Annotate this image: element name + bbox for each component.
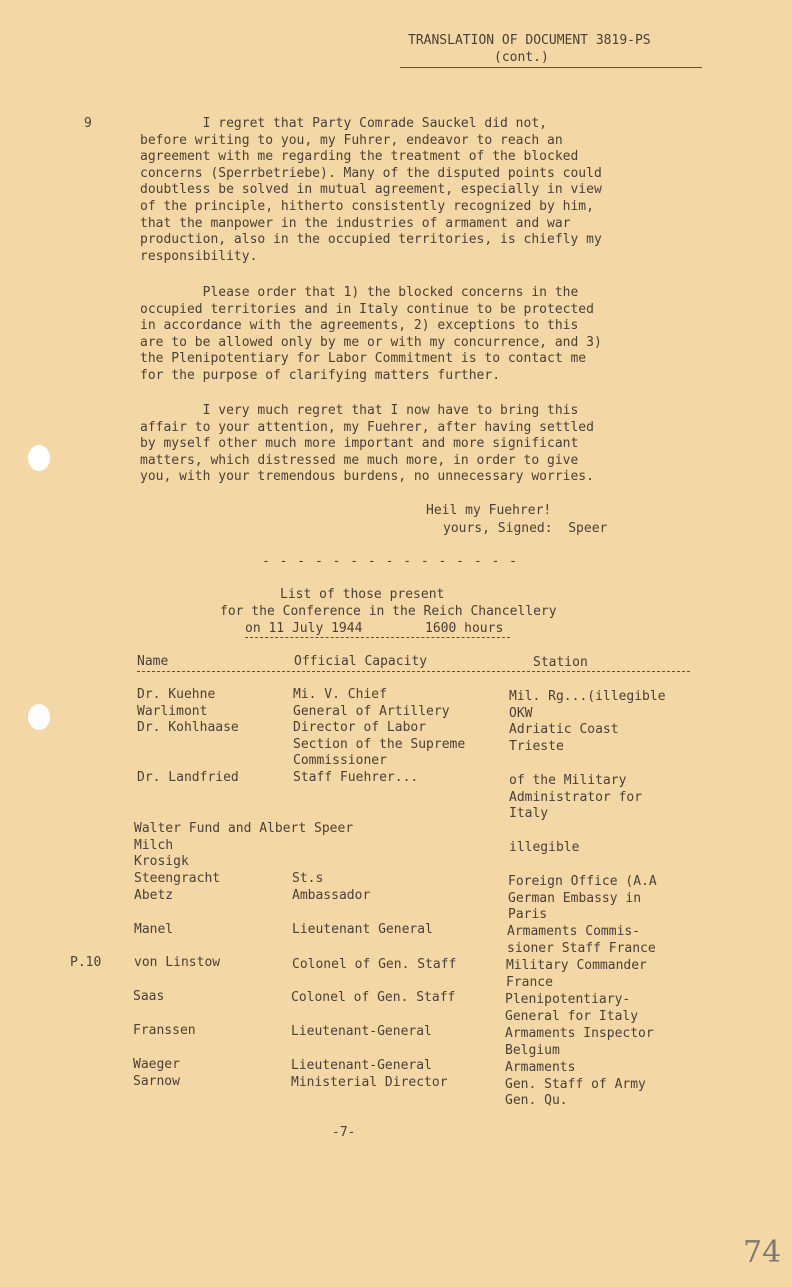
table-row-station: Armaments Inspector Belgium bbox=[505, 1026, 654, 1058]
folio-number: 74 bbox=[743, 1235, 782, 1270]
table-row-station: OKW bbox=[509, 706, 533, 721]
list-heading-line3: on 11 July 1944 1600 hours bbox=[245, 621, 504, 636]
table-row-station: Plenipotentiary- General for Italy bbox=[505, 992, 639, 1024]
table-row-capacity: St.s Ambassador bbox=[292, 871, 371, 903]
table-row-station: Armaments Commis- sioner Staff France bbox=[507, 924, 656, 956]
table-row-name: Warlimont bbox=[137, 704, 208, 719]
list-heading-underline bbox=[245, 637, 510, 638]
table-row-capacity: Colonel of Gen. Staff bbox=[292, 957, 457, 972]
document-header-title: TRANSLATION OF DOCUMENT 3819-PS bbox=[408, 33, 651, 48]
table-row-station: Military Commander France bbox=[506, 958, 647, 990]
paragraph-2: Please order that 1) the blocked concerns in the occupied territories and in Italy continue to be protected in accordance with the agreements, 2) exceptions to this are to be allowed only by me or with my concurrence, and 3) the Plenipotentiary for Labor Commitment is to contact me for the purpose of clarifying matters further. bbox=[140, 285, 602, 383]
document-header-subtitle: (cont.) bbox=[494, 50, 549, 65]
list-heading-line1: List of those present bbox=[280, 587, 445, 602]
column-header-name: Name bbox=[137, 654, 169, 669]
column-header-station: Station bbox=[533, 655, 588, 670]
table-row-capacity: Director of Labor Section of the Supreme Commissioner bbox=[293, 720, 466, 769]
paragraph-3: I very much regret that I now have to bring this affair to your attention, my Fuehrer, after having settled by myself other much more important and more significant matters, which distressed me much more, in order to give you, with your tremendous burdens, no unnecessary worries. bbox=[140, 403, 594, 485]
table-row-capacity: General of Artillery bbox=[293, 704, 450, 719]
punch-hole-top bbox=[28, 445, 50, 471]
table-row-station: illegible bbox=[509, 839, 580, 855]
table-row-capacity: Lieutenant-General bbox=[291, 1024, 432, 1039]
table-row-capacity: Lieutenant-General Ministerial Director bbox=[291, 1058, 448, 1090]
table-row-name: Franssen bbox=[133, 1023, 196, 1038]
table-row-name: Dr. Kohlhaase bbox=[137, 720, 239, 735]
paragraph-1: I regret that Party Comrade Sauckel did not, before writing to you, my Fuhrer, endeavor to reach an agreement with me regarding the treatment of the blocked concerns (Sperrbetriebe). Many of the disputed points could doubtless be solved in mutual agreement, especially in view of the principle, hitherto consistently recognized by him, that the manpower in the industries of armament and war production, also in the occupied territories, is chiefly my responsibility. bbox=[140, 116, 602, 264]
closing-signature: yours, Signed: Speer bbox=[443, 521, 608, 536]
table-row-station: Adriatic Coast Trieste bbox=[509, 722, 619, 754]
table-row-name: Walter Fund and Albert Speer Milch Krosigk bbox=[134, 821, 354, 870]
table-row-station: Armaments Gen. Staff of Army Gen. Qu. bbox=[505, 1060, 646, 1109]
margin-note-9: 9 bbox=[84, 116, 92, 131]
table-row-capacity: Mi. V. Chief bbox=[293, 687, 387, 702]
margin-note-p10: P.10 bbox=[70, 955, 102, 970]
closing-salutation: Heil my Fuehrer! bbox=[426, 503, 552, 518]
punch-hole-bottom bbox=[28, 704, 50, 730]
table-row-station: Mil. Rg...(illegible bbox=[509, 689, 666, 704]
column-header-capacity: Official Capacity bbox=[294, 654, 428, 669]
table-row-name: Dr. Landfried bbox=[137, 770, 239, 785]
table-row-capacity: Colonel of Gen. Staff bbox=[291, 990, 456, 1005]
header-underline bbox=[400, 67, 702, 68]
table-row-station: Foreign Office (A.A German Embassy in Paris bbox=[508, 874, 657, 923]
table-row-capacity: Staff Fuehrer... bbox=[293, 770, 419, 785]
page-number: -7- bbox=[332, 1125, 356, 1140]
table-row-name: Dr. Kuehne bbox=[137, 687, 216, 702]
table-row-name: Waeger Sarnow bbox=[133, 1057, 180, 1089]
table-row-name: Saas bbox=[133, 989, 165, 1004]
table-row-name: Steengracht Abetz bbox=[134, 871, 221, 903]
list-heading-line2: for the Conference in the Reich Chancellery bbox=[220, 604, 557, 619]
column-header-underline bbox=[137, 671, 690, 672]
table-row-name: von Linstow bbox=[134, 955, 221, 970]
table-row-name: Manel bbox=[134, 922, 174, 937]
table-row-capacity: Lieutenant General bbox=[292, 922, 433, 937]
section-separator: - - - - - - - - - - - - - - - bbox=[262, 554, 518, 569]
table-row-station: of the Military Administrator for Italy bbox=[509, 773, 643, 822]
